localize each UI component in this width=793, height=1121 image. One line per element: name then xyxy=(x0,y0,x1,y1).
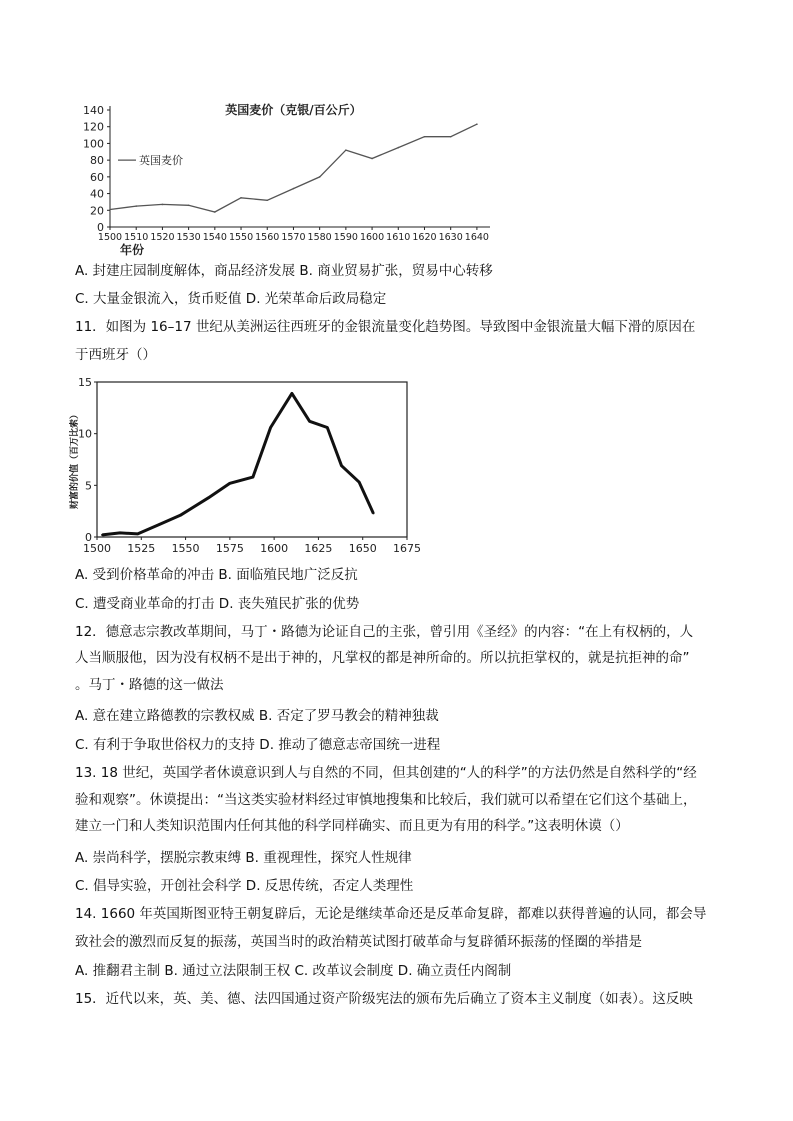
x-tick-label: 1600 xyxy=(359,232,385,243)
y-tick-label: 20 xyxy=(90,204,104,218)
series-line-wheat-price xyxy=(110,124,477,212)
q11-stem-1: 11．如图为 16–17 世纪从美洲运往西班牙的金银流量变化趋势图。导致图中金银流量大幅下滑的原因在 xyxy=(75,319,696,335)
data-point xyxy=(476,123,478,125)
q12-options-2: C. 有利于争取世俗权力的支持 D. 推动了德意志帝国统一进程 xyxy=(75,737,441,753)
y-tick-label: 120 xyxy=(83,120,104,134)
series-line-silver-flow xyxy=(102,393,373,535)
q11-stem-2: 于西班牙（） xyxy=(75,347,156,363)
y-tick-label: 0 xyxy=(85,531,92,544)
y-tick-label: 80 xyxy=(90,154,104,168)
data-point xyxy=(135,205,137,207)
data-point xyxy=(358,481,360,483)
data-point xyxy=(293,188,295,190)
x-tick-label: 1570 xyxy=(281,232,306,243)
q12-stem-3: 。马丁・路德的这一做法 xyxy=(75,677,224,693)
x-tick-label: 1525 xyxy=(127,542,156,555)
y-tick-label: 10 xyxy=(78,427,92,441)
q10-options-1: A. 封建庄园制度解体，商品经济发展 B. 商业贸易扩张，贸易中心转移 xyxy=(75,263,493,279)
data-point xyxy=(214,211,216,213)
y-tick-label: 0 xyxy=(97,221,104,234)
x-tick-label: 1520 xyxy=(150,232,175,243)
y-axis-label: 财富的价值（百万比索） xyxy=(70,409,80,510)
legend-label: 英国麦价 xyxy=(139,154,183,168)
data-point xyxy=(326,426,328,428)
x-tick-label: 1575 xyxy=(215,542,244,555)
y-tick-label: 100 xyxy=(83,137,104,151)
y-tick-label: 15 xyxy=(78,376,92,389)
x-tick-label: 1650 xyxy=(348,542,377,555)
y-tick-label: 140 xyxy=(83,104,104,117)
data-point xyxy=(269,426,271,428)
data-point xyxy=(207,497,209,499)
y-tick-label: 5 xyxy=(85,479,92,493)
q13-options-2: C. 倡导实验，开创社会科学 D. 反思传统，否定人类理性 xyxy=(75,878,414,894)
chart-title: 英国麦价（克银/百公斤） xyxy=(225,103,362,117)
x-tick-label: 1580 xyxy=(307,232,332,243)
data-point xyxy=(188,204,190,206)
q12-options-1: A. 意在建立路德教的宗教权威 B. 否定了罗马教会的精神独裁 xyxy=(75,708,439,724)
q12-stem-1: 12．德意志宗教改革期间，马丁・路德为论证自己的主张，曾引用《圣经》的内容：“在上有权柄的，人 xyxy=(75,624,694,640)
y-tick-label: 60 xyxy=(90,170,104,184)
data-point xyxy=(319,176,321,178)
data-point xyxy=(372,512,374,514)
data-point xyxy=(119,532,121,534)
x-tick-label: 1500 xyxy=(97,232,123,243)
x-tick-label: 1600 xyxy=(260,542,289,555)
q14-options-1: A. 推翻君主制 B. 通过立法限制王权 C. 改革议会制度 D. 确立责任内阁制 xyxy=(75,963,512,979)
data-point xyxy=(308,420,310,422)
data-point xyxy=(158,523,160,525)
data-point xyxy=(340,465,342,467)
wheat-price-chart xyxy=(60,95,510,260)
data-point xyxy=(371,158,373,160)
data-point xyxy=(345,149,347,151)
data-point xyxy=(109,209,111,211)
x-tick-label: 1530 xyxy=(176,232,201,243)
x-tick-label: 1625 xyxy=(304,542,333,555)
q11-options-1: A. 受到价格革命的冲击 B. 面临殖民地广泛反抗 xyxy=(75,567,358,583)
data-point xyxy=(137,533,139,535)
q14-stem-1: 14. 1660 年英国斯图亚特王朝复辟后，无论是继续革命还是反革命复辟，都难以获得普遍的认同，都会导 xyxy=(75,906,707,922)
data-point xyxy=(162,204,164,206)
data-point xyxy=(450,136,452,138)
x-tick-label: 1560 xyxy=(255,232,280,243)
q13-options-1: A. 崇尚科学，摆脱宗教束缚 B. 重视理性，探究人性规律 xyxy=(75,850,412,866)
q13-stem-3: 建立一门和人类知识范围内任何其他的科学同样确实、而且更为有用的科学。”这表明休谟（） xyxy=(75,818,629,834)
data-point xyxy=(229,482,231,484)
data-point xyxy=(291,392,293,394)
data-point xyxy=(397,147,399,149)
x-tick-label: 1675 xyxy=(393,542,421,555)
q13-stem-2: 验和观察”。休谟提出：“当这类实验材料经过审慎地搜集和比较后，我们就可以希望在它们这个基础上， xyxy=(75,792,697,808)
data-point xyxy=(240,197,242,199)
silver-flow-chart xyxy=(55,372,430,560)
wheat-price-svg xyxy=(60,95,510,260)
data-point xyxy=(424,136,426,138)
q12-stem-2: 人当顺服他，因为没有权柄不是出于神的，凡掌权的都是神所命的。所以抗拒掌权的，就是抗拒神的命” xyxy=(75,650,690,666)
silver-flow-svg xyxy=(55,372,430,560)
plot-frame xyxy=(97,382,407,537)
x-tick-label: 1620 xyxy=(412,232,437,243)
data-point xyxy=(266,199,268,201)
x-tick-label: 1630 xyxy=(438,232,463,243)
data-point xyxy=(179,514,181,516)
data-point xyxy=(101,534,103,536)
x-tick-label: 1540 xyxy=(202,232,227,243)
x-tick-label: 1500 xyxy=(83,542,111,555)
x-tick-label: 1550 xyxy=(228,232,254,243)
data-point xyxy=(252,476,254,478)
x-axis-label: 年份 xyxy=(120,243,145,257)
x-tick-label: 1510 xyxy=(124,232,149,243)
x-tick-label: 1610 xyxy=(386,232,411,243)
q11-options-2: C. 遭受商业革命的打击 D. 丧失殖民扩张的优势 xyxy=(75,596,360,612)
q10-options-2: C. 大量金银流入，货币贬值 D. 光荣革命后政局稳定 xyxy=(75,291,387,307)
q13-stem-1: 13. 18 世纪，英国学者休谟意识到人与自然的不同，但其创建的“人的科学”的方法仍然是自然科学的“经 xyxy=(75,765,697,781)
x-tick-label: 1590 xyxy=(333,232,358,243)
x-tick-label: 1550 xyxy=(171,542,200,555)
y-tick-label: 40 xyxy=(90,187,104,201)
x-tick-label: 1640 xyxy=(464,232,489,243)
q15-stem-1: 15．近代以来，英、美、德、法四国通过资产阶级宪法的颁布先后确立了资本主义制度（如表）。这反映 xyxy=(75,991,693,1007)
q14-stem-2: 致社会的激烈而反复的振荡，英国当时的政治精英试图打破革命与复辟循环振荡的怪圈的举措是 xyxy=(75,934,642,950)
